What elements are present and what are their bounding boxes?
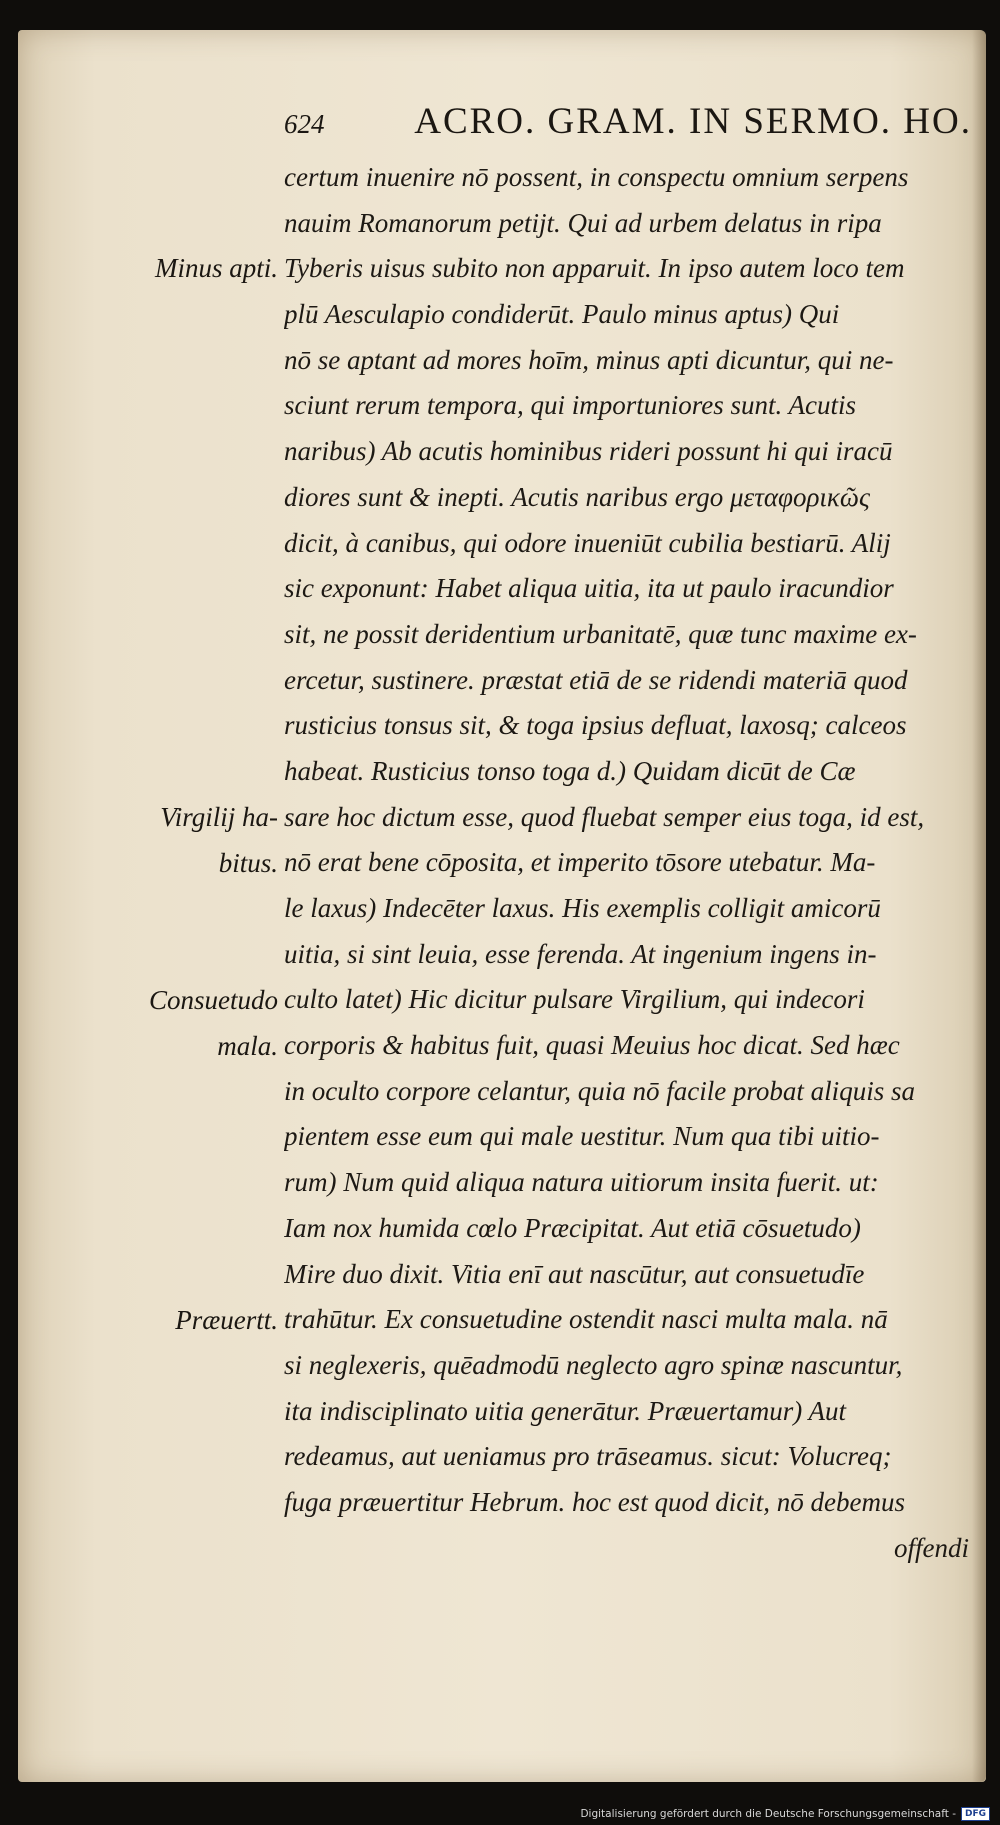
margin-note	[160, 795, 278, 886]
text-line: in oculto corpore celantur, quia nō facile probat aliquis sa	[284, 1075, 915, 1106]
text-line: Mire duo dixit. Vitia enī aut nascūtur, aut consuetudīe	[284, 1258, 865, 1289]
margin-note-text: Consuetudo	[148, 985, 278, 1015]
margin-note-continuation: mala.	[217, 1030, 278, 1061]
text-line: nō se aptant ad mores hoīm, minus apti dicuntur, qui ne-	[284, 344, 894, 375]
text-line: nauim Romanorum petijt. Qui ad urbem delatus in ripa	[284, 207, 882, 238]
text-line: rum) Num quid aliqua natura uitiorum insita fuerit. ut:	[284, 1167, 879, 1198]
page-edge-shadow	[972, 30, 986, 1782]
text-line: plū Aesculapio condiderūt. Paulo minus aptus) Qui	[284, 299, 840, 330]
margin-note-text: Præuertt.	[175, 1305, 278, 1335]
text-line: habeat. Rusticius tonso toga d.) Quidam dicūt de Cæ	[284, 755, 856, 786]
text-line: certum inuenire nō possent, in conspectu omnium serpens	[284, 162, 909, 192]
main-text	[284, 155, 969, 1571]
text-line: sare hoc dictum esse, quod fluebat semper eius toga, id est,	[284, 801, 925, 832]
catchword: offendi	[894, 1532, 969, 1563]
text-line: ercetur, sustinere. præstat etiā de se ridendi materiā quod	[284, 664, 908, 695]
text-line: uitia, si sint leuia, esse ferenda. At ingenium ingens in-	[284, 938, 877, 969]
text-line: naribus) Ab acutis hominibus rideri possunt hi qui iracū	[284, 436, 893, 467]
text-line: Iam nox humida cœlo Præcipitat. Aut etiā cōsuetudo)	[284, 1212, 861, 1243]
text-line: sit, ne possit deridentium urbanitatē, quæ tunc maxime ex-	[284, 618, 917, 649]
margin-note-text: Virgilij ha-	[160, 802, 278, 832]
text-line: corporis & habitus fuit, quasi Meuius hoc dicat. Sed hæc	[284, 1030, 900, 1061]
text-line: ita indisciplinato uitia generātur. Præuertamur) Aut	[284, 1395, 847, 1426]
text-line: fuga præuertitur Hebrum. hoc est quod dicit, nō debemus	[284, 1486, 905, 1517]
margin-note-continuation: bitus.	[218, 847, 278, 878]
margin-note	[155, 246, 278, 292]
dfg-logo: DFG	[961, 1807, 990, 1821]
text-line: culto latet) Hic dicitur pulsare Virgilium, qui indecori	[284, 984, 865, 1015]
text-line: le laxus) Indecēter laxus. His exemplis colligit amicorū	[284, 893, 881, 923]
credit-text: Digitalisierung gefördert durch die Deutsche Forschungsgemeinschaft -	[580, 1808, 956, 1820]
text-line: pientem esse eum qui male uestitur. Num qua tibi uitio-	[284, 1121, 880, 1152]
text-line: si neglexeris, quēadmodū neglecto agro spinæ nascuntur,	[284, 1349, 903, 1380]
text-line: rusticius tonsus sit, & toga ipsius defluat, laxosq; calceos	[284, 710, 907, 741]
page-number: 624	[284, 109, 325, 139]
running-head	[284, 100, 972, 143]
text-line: Tyberis uisus subito non apparuit. In ipso autem loco tem	[284, 253, 905, 284]
text-line: diores sunt & inepti. Acutis naribus ergo μεταφορικῶς	[284, 481, 870, 512]
digitization-credit	[580, 1807, 990, 1821]
running-title: ACRO. GRAM. IN SERMO. HO.	[414, 101, 972, 142]
margin-note	[175, 1298, 278, 1344]
text-line: sciunt rerum tempora, qui importuniores sunt. Acutis	[284, 390, 856, 421]
margin-note-text: Minus apti.	[154, 253, 278, 283]
text-line: dicit, à canibus, qui odore inueniūt cubilia bestiarū. Alij	[284, 527, 891, 558]
text-line: nō erat bene cōposita, et imperito tōsore utebatur. Ma-	[284, 847, 876, 878]
text-line: redeamus, aut ueniamus pro trāseamus. sicut: Volucreq;	[284, 1441, 892, 1472]
margin-note	[149, 978, 278, 1069]
text-line: trahūtur. Ex consuetudine ostendit nasci multa mala. nā	[284, 1304, 888, 1335]
text-line: sic exponunt: Habet aliqua uitia, ita ut paulo iracundior	[284, 573, 894, 604]
